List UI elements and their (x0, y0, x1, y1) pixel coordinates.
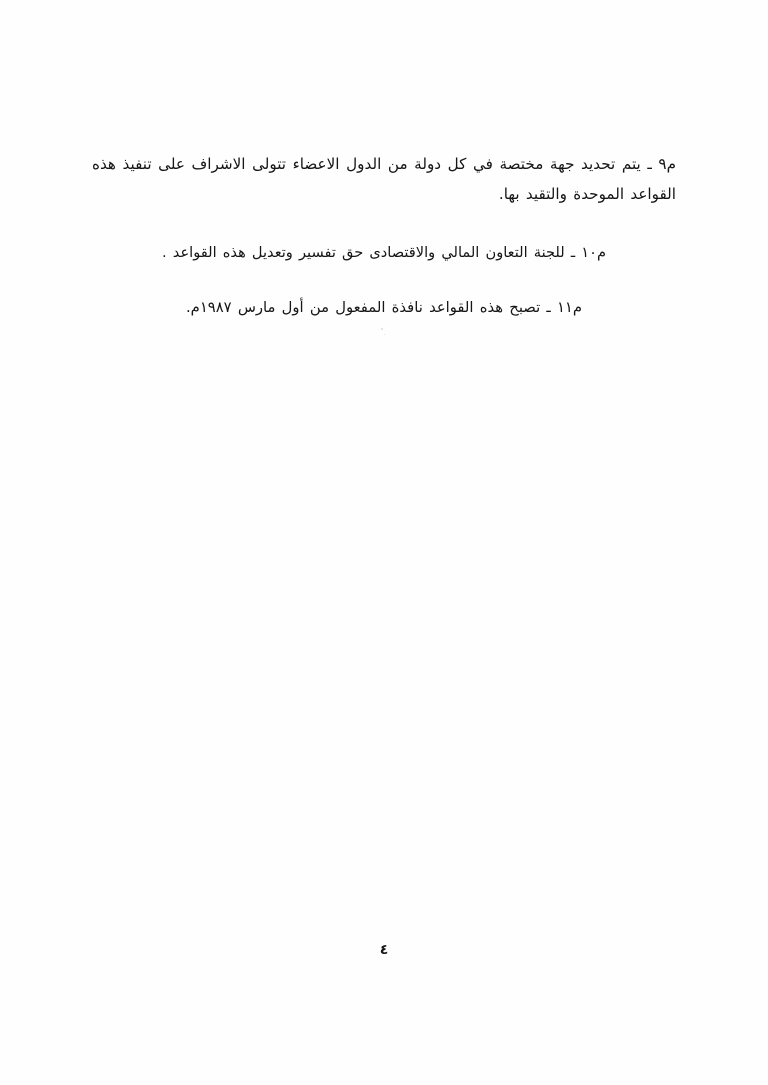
paragraph-article-11: م١١ ـ تصبح هذه القواعد نافذة المفعول من أول مارس ١٩٨٧م. (185, 298, 583, 316)
page-number: ٤ (379, 942, 389, 958)
scan-speck (384, 334, 385, 335)
paragraph-article-10: م١٠ ـ للجنة التعاون المالي والاقتصادى حق تفسير وتعديل هذه القواعد . (162, 244, 606, 262)
scan-speck (381, 328, 383, 330)
document-body (92, 150, 676, 349)
paragraph-article-9: م٩ ـ يتم تحديد جهة مختصة في كل دولة من الدول الاعضاء تتولى الاشراف على تنفيذ هذه القواعد الموحدة والتقيد بها. (92, 155, 676, 203)
